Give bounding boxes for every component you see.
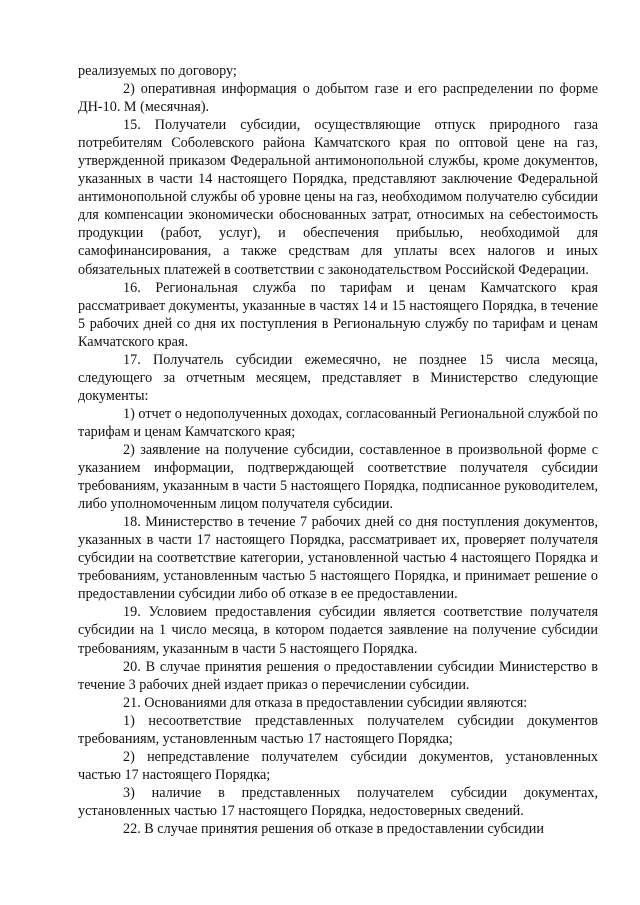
paragraph-21: 21. Основаниями для отказа в предоставлении субсидии являются: — [123, 694, 528, 711]
paragraph-17-item-1: 1) отчет о недополученных доходах, согласованный Региональной службой по тарифам и ценам Камчатского края; — [78, 405, 598, 440]
paragraph-20: 20. В случае принятия решения о предоставлении субсидии Министерство в течение 3 рабочих дней издает приказ о перечислении субсидии. — [78, 658, 598, 693]
paragraph-16: 16. Региональная служба по тарифам и ценам Камчатского края рассматривает документы, указанные в частях 14 и 15 настоящего Порядка, в течение 5 рабочих дней со дня их поступления в Региональную службу по тарифам и ценам Камчатского края. — [78, 279, 598, 350]
paragraph-15: 15. Получатели субсидии, осуществляющие отпуск природного газа потребителям Соболевского района Камчатского края по оптовой цене на газ, утвержденной приказом Федеральной антимонопольной службы, кроме документов, указанных в части 14 настоящего Порядка, представляют заключение Федеральной антимонопольной службы об уровне цены на газ, необходимом получателю субсидии для компенсации экономически обоснованных затрат, относимых на себестоимость продукции (работ, услуг), и обеспечения прибылью, необходимой для самофинансирования, а также средствам для уплаты всех налогов и иных обязательных платежей в соответствии с законодательством Российской Федерации. — [78, 117, 598, 278]
paragraph-17: 17. Получатель субсидии ежемесячно, не позднее 15 числа месяца, следующего за отчетным месяцем, представляет в Министерство следующие документы: — [78, 351, 598, 404]
paragraph-22: 22. В случае принятия решения об отказе в предоставлении субсидии — [123, 820, 544, 837]
paragraph-17-item-2: 2) заявление на получение субсидии, составленное в произвольной форме с указанием информации, подтверждающей соответствие получателя субсидии требованиям, указанным в части 5 настоящего Порядка, подписанное руководителем, либо уполномоченным лицом получателя субсидии. — [78, 441, 598, 513]
paragraph-item-2-form: 2) оперативная информация о добытом газе и его распределении по форме ДН-10. М (месячная). — [78, 81, 598, 116]
paragraph-19: 19. Условием предоставления субсидии является соответствие получателя субсидии на 1 число месяца, в котором подается заявление на получение субсидии требованиям, указанным в части 5 настоящего Порядка. — [78, 604, 598, 657]
paragraph-21-item-2: 2) непредставление получателем субсидии документов, установленных частью 17 настоящего Порядка; — [78, 748, 598, 783]
paragraph-continuation: реализуемых по договору; — [78, 63, 237, 79]
paragraph-18: 18. Министерство в течение 7 рабочих дней со дня поступления документов, указанных в части 17 настоящего Порядка, рассматривает их, проверяет получателя субсидии на соответствие категории, установленной частью 4 настоящего Порядка и требованиям, установленным частью 5 настоящего Порядка, и принимает решение о предоставлении субсидии либо об отказе в ее предоставлении. — [78, 514, 598, 603]
paragraph-21-item-3: 3) наличие в представленных получателем субсидии документах, установленных частью 17 настоящего Порядка, недостоверных сведений. — [78, 784, 598, 819]
paragraph-21-item-1: 1) несоответствие представленных получателем субсидии документов требованиям, установленным частью 17 настоящего Порядка; — [78, 712, 598, 747]
document-page — [78, 62, 598, 838]
